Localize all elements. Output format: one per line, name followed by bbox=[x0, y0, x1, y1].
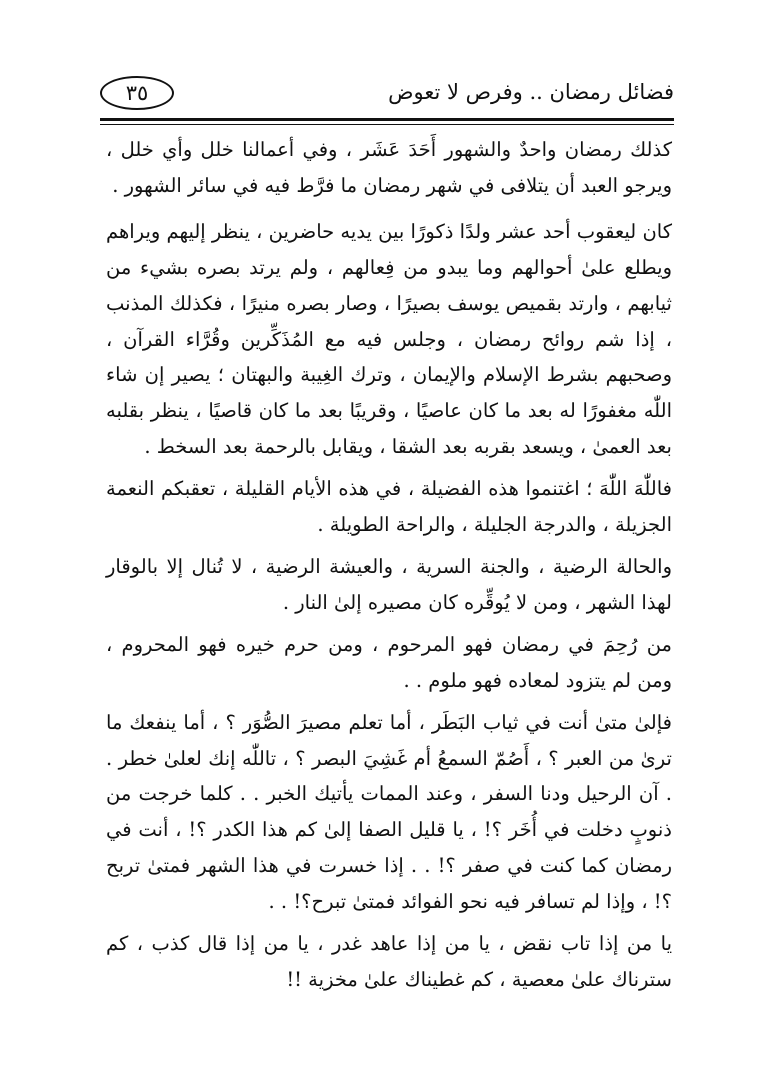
paragraph: فإلىٰ متىٰ أنت في ثياب البَطَر ، أما تعلم مصيرَ الصُّوَر ؟ ، أما ينفعك ما ترىٰ من العبر ؟ ، أَصُمّ السمعُ أم غَشِيَ البصر ؟ ، تاللّٰه إنك لعلىٰ خطر . . آن الرحيل ودنا السفر ، وعند الممات يأتيك الخبر . . كلما خرجت من ذنوبٍ دخلت في أُخَر ؟! ، يا قليل الصفا إلىٰ كم هذا الكدر ؟! ، أنت في رمضان كما كنت في صفر ؟! . . إذا خسرت في هذا الشهر فمتىٰ تربح ؟! ، وإذا لم تسافر فيه نحو الفوائد فمتىٰ تبرح؟! . . bbox=[106, 710, 672, 914]
paragraph: كان ليعقوب أحد عشر ولدًا ذكورًا بين يديه حاضرين ، ينظر إليهم ويراهم ويطلع علىٰ أحوالهم وما يبدو من فِعالهم ، ولم يرتد بصره بشيء من ثيابهم ، وارتد بقميص يوسف بصيرًا ، وصار بصره منيرًا ، فكذلك المذنب ، إذا شم روائح رمضان ، وجلس فيه مع المُذَكِّرين وقُرَّاء القرآن ، وصحبهم بشرط الإسلام والإيمان ، وترك الغِيبة والبهتان ؛ يصير إن شاء اللّٰه مغفورًا له بعد ما كان عاصيًا ، وقريبًا بعد ما كان قاصيًا ، ينظر بقلبه بعد العمىٰ ، ويسعد بقربه بعد الشقا ، ويقابل بالرحمة بعد السخط . bbox=[106, 219, 672, 459]
paragraph: كذلك رمضان واحدٌ والشهور أَحَدَ عَشَر ، وفي أعمالنا خلل وأي خلل ، ويرجو العبد أن يتلافى في شهر رمضان ما فرَّط فيه في سائر الشهور . bbox=[106, 138, 672, 197]
header-rule-thin bbox=[100, 124, 674, 125]
page-number-badge: ٣٥ bbox=[100, 76, 174, 110]
running-title: فضائل رمضان .. وفرص لا تعوض bbox=[388, 80, 674, 104]
paragraph: والحالة الرضية ، والجنة السرية ، والعيشة الرضية ، لا تُنال إلا بالوقار لهذا الشهر ، ومن لا يُوقِّره كان مصيره إلىٰ النار . bbox=[106, 554, 672, 614]
header-rule-thick bbox=[100, 118, 674, 121]
page-header bbox=[100, 70, 674, 118]
paragraph: من رُحِمَ في رمضان فهو المرحوم ، ومن حرم خيره فهو المحروم ، ومن لم يتزود لمعاده فهو ملوم . . bbox=[106, 632, 672, 692]
paragraph: فاللّٰهَ اللّٰهَ ؛ اغتنموا هذه الفضيلة ، في هذه الأيام القليلة ، تعقبكم النعمة الجزيلة ، والدرجة الجليلة ، والراحة الطويلة . bbox=[106, 477, 672, 537]
body-text bbox=[106, 132, 672, 1004]
paragraph: يا من إذا تاب نقض ، يا من إذا عاهد غدر ، يا من إذا قال كذب ، كم سترناك علىٰ معصية ، كم غطيناك علىٰ مخزية !! bbox=[106, 932, 672, 991]
